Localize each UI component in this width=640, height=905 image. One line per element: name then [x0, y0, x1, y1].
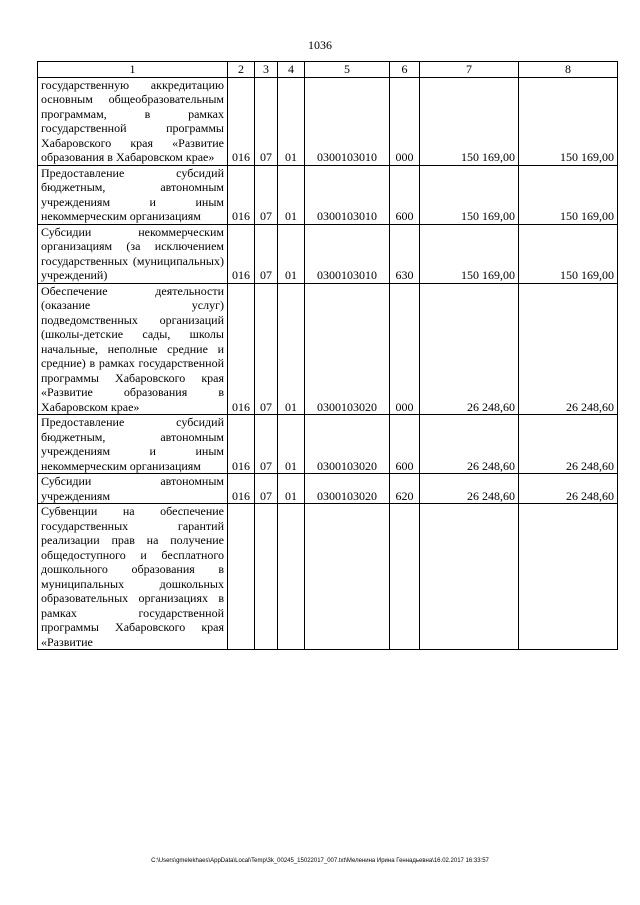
column-header: 3 [255, 62, 278, 78]
row-description: государственную аккредитацию основным общеобразовательным программам, в рамках государственной программы Хабаровского края «Развитие образования в Хабаровском крае» [38, 77, 228, 165]
code-cell: 0300103020 [305, 283, 390, 415]
code-cell: 620 [390, 474, 420, 504]
amount-cell: 150 169,00 [420, 165, 519, 224]
code-cell: 01 [278, 165, 305, 224]
code-cell: 01 [278, 474, 305, 504]
code-cell: 0300103010 [305, 77, 390, 165]
amount-cell: 26 248,60 [420, 474, 519, 504]
code-cell: 000 [390, 283, 420, 415]
code-cell [390, 504, 420, 650]
column-header: 7 [420, 62, 519, 78]
table-row [38, 474, 618, 504]
code-cell: 01 [278, 415, 305, 474]
code-cell: 07 [255, 283, 278, 415]
column-header: 2 [228, 62, 255, 78]
amount-cell: 26 248,60 [519, 415, 618, 474]
column-header: 8 [519, 62, 618, 78]
code-cell [255, 504, 278, 650]
column-header: 6 [390, 62, 420, 78]
code-cell: 016 [228, 415, 255, 474]
code-cell: 01 [278, 77, 305, 165]
code-cell: 0300103010 [305, 165, 390, 224]
table-row [38, 224, 618, 283]
code-cell: 600 [390, 165, 420, 224]
row-description: Субвенции на обеспечение государственных гарантий реализации прав на получение общедоступного и бесплатного дошкольного образования в муниципальных дошкольных образовательных организациях в рамках государственной программы Хабаровского края «Развитие [38, 504, 228, 650]
row-description: Субсидии некоммерческим организациям (за исключением государственных (муниципальных) учреждений) [38, 224, 228, 283]
code-cell: 07 [255, 77, 278, 165]
table-row [38, 415, 618, 474]
table-row [38, 77, 618, 165]
page-number: 1036 [308, 38, 332, 52]
amount-cell [519, 504, 618, 650]
table-row [38, 165, 618, 224]
code-cell: 07 [255, 165, 278, 224]
amount-cell: 26 248,60 [420, 415, 519, 474]
code-cell: 0300103010 [305, 224, 390, 283]
amount-cell: 26 248,60 [519, 474, 618, 504]
code-cell: 01 [278, 224, 305, 283]
code-cell: 000 [390, 77, 420, 165]
table-row [38, 504, 618, 650]
code-cell: 016 [228, 283, 255, 415]
budget-table [37, 61, 618, 650]
amount-cell: 150 169,00 [420, 224, 519, 283]
column-header: 4 [278, 62, 305, 78]
amount-cell: 150 169,00 [420, 77, 519, 165]
code-cell: 016 [228, 165, 255, 224]
code-cell: 0300103020 [305, 474, 390, 504]
code-cell [278, 504, 305, 650]
column-header: 5 [305, 62, 390, 78]
amount-cell: 150 169,00 [519, 77, 618, 165]
amount-cell [420, 504, 519, 650]
code-cell: 0300103020 [305, 415, 390, 474]
code-cell: 07 [255, 415, 278, 474]
code-cell: 07 [255, 474, 278, 504]
code-cell: 016 [228, 77, 255, 165]
row-description: Субсидии автономным учреждениям [38, 474, 228, 504]
code-cell: 600 [390, 415, 420, 474]
amount-cell: 26 248,60 [420, 283, 519, 415]
code-cell: 016 [228, 474, 255, 504]
row-description: Предоставление субсидий бюджетным, автономным учреждениям и иным некоммерческим организациям [38, 415, 228, 474]
code-cell: 01 [278, 283, 305, 415]
file-path-footer: C:\Users\gmelekhaes\AppData\Local\Temp\3k_00245_15022017_007.txt\Меленина Ирина Геннадьевна\16.02.2017 16:33:57 [151, 858, 489, 864]
table-row [38, 283, 618, 415]
row-description: Обеспечение деятельности (оказание услуг) подведомственных организаций (школы-детские сады, школы начальные, неполные средние и средние) в рамках государственной программы Хабаровского края «Развитие образования в Хабаровском крае» [38, 283, 228, 415]
amount-cell: 150 169,00 [519, 165, 618, 224]
code-cell [305, 504, 390, 650]
row-description: Предоставление субсидий бюджетным, автономным учреждениям и иным некоммерческим организациям [38, 165, 228, 224]
column-header: 1 [38, 62, 228, 78]
code-cell: 630 [390, 224, 420, 283]
code-cell: 016 [228, 224, 255, 283]
code-cell: 07 [255, 224, 278, 283]
amount-cell: 26 248,60 [519, 283, 618, 415]
code-cell [228, 504, 255, 650]
table-header-row [38, 62, 618, 78]
amount-cell: 150 169,00 [519, 224, 618, 283]
